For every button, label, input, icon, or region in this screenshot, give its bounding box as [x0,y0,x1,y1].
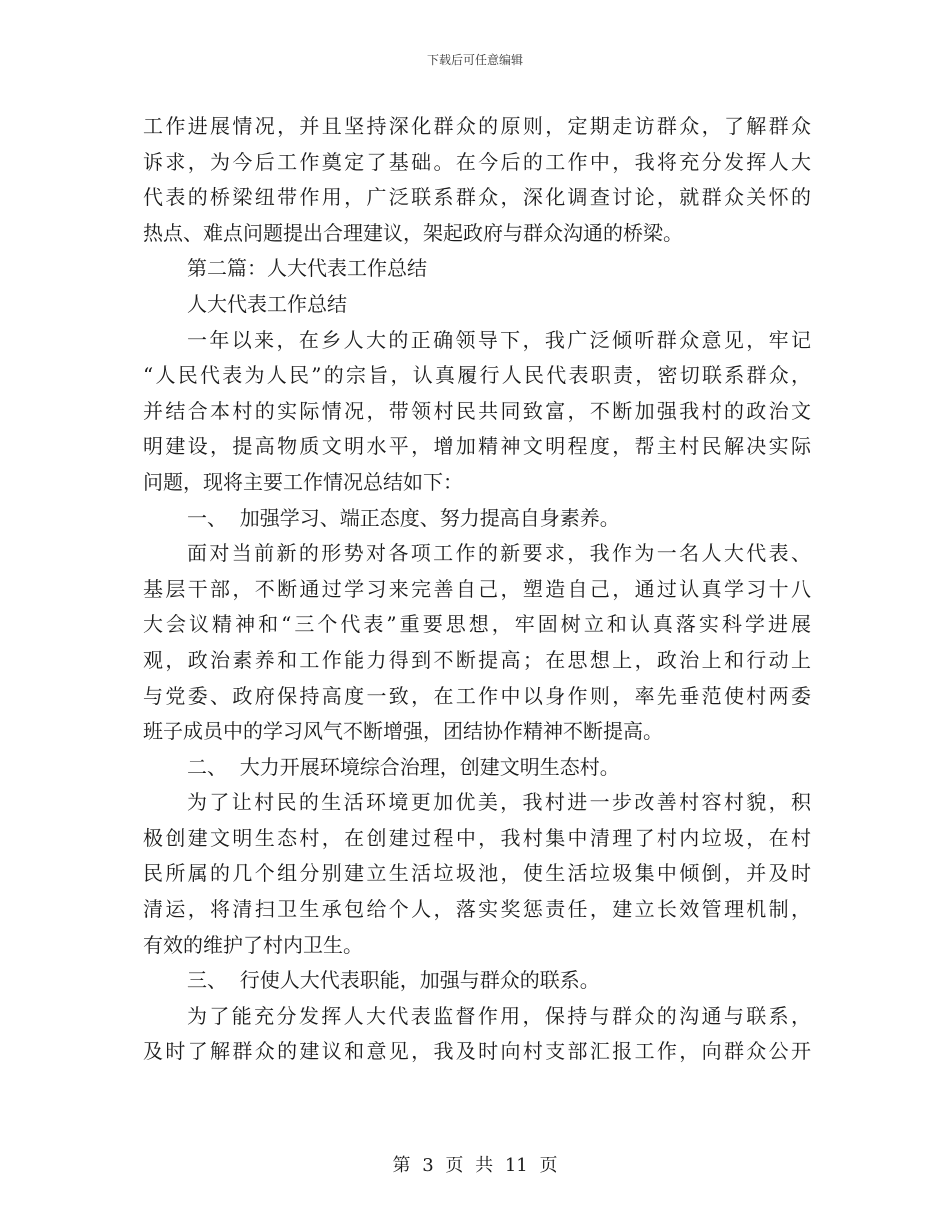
text-line: 大会议精神和“三个代表”重要思想，牢固树立和认真落实科学进展 [143,612,811,637]
section-title: 第二篇：人大代表工作总结 [187,256,427,281]
text-line: 基层干部，不断通过学习来完善自己，塑造自己，通过认真学习十八 [143,576,811,601]
section-heading: 一、 加强学习、端正态度、努力提高自身素养。 [187,505,620,530]
section-heading: 二、 大力开展环境综合治理，创建文明生态村。 [187,754,620,779]
text-line: 面对当前新的形势对各项工作的新要求，我作为一名人大代表、 [187,541,811,566]
text-line: 代表的桥梁纽带作用，广泛联系群众，深化调查讨论，就群众关怀的 [143,185,811,210]
document-title: 人大代表工作总结 [187,291,347,316]
text-line: “人民代表为人民”的宗旨，认真履行人民代表职责，密切联系群众， [143,363,811,388]
text-line: 为了让村民的生活环境更加优美，我村进一步改善村容村貌，积 [187,790,811,815]
text-line: 为了能充分发挥人大代表监督作用，保持与群众的沟通与联系， [187,1003,811,1028]
text-line: 一年以来，在乡人大的正确领导下，我广泛倾听群众意见，牢记 [187,327,811,352]
text-line: 与党委、政府保持高度一致，在工作中以身作则，率先垂范使村两委 [143,683,811,708]
text-line: 民所属的几个组分别建立生活垃圾池，使生活垃圾集中倾倒，并及时 [143,861,811,886]
page-header: 下载后可任意编辑 [426,53,523,67]
text-line: 班子成员中的学习风气不断增强，团结协作精神不断提高。 [143,719,663,744]
text-line: 诉求，为今后工作奠定了基础。在今后的工作中，我将充分发挥人大 [143,149,811,174]
text-line: 极创建文明生态村，在创建过程中，我村集中清理了村内垃圾，在村 [143,825,811,850]
text-line: 热点、难点问题提出合理建议，架起政府与群众沟通的桥梁。 [143,220,683,245]
document-body [143,109,811,1070]
text-line: 工作进展情况，并且坚持深化群众的原则，定期走访群众，了解群众 [143,114,811,138]
section-heading: 三、 行使人大代表职能，加强与群众的联系。 [187,968,600,993]
text-line: 并结合本村的实际情况，带领村民共同致富，不断加强我村的政治文 [143,398,811,423]
text-line: 有效的维护了村内卫生。 [143,932,363,957]
text-line: 观，政治素养和工作能力得到不断提高；在思想上，政治上和行动上 [143,647,811,672]
text-line: 及时了解群众的建议和意见，我及时向村支部汇报工作，向群众公开 [143,1039,811,1064]
text-line: 问题，现将主要工作情况总结如下： [143,469,463,494]
text-line: 清运，将清扫卫生承包给个人，落实奖惩责任，建立长效管理机制， [143,897,811,922]
page-number-footer: 第 3 页 共 11 页 [392,1155,558,1176]
text-line: 明建设，提高物质文明水平，增加精神文明程度，帮主村民解决实际 [143,434,811,459]
